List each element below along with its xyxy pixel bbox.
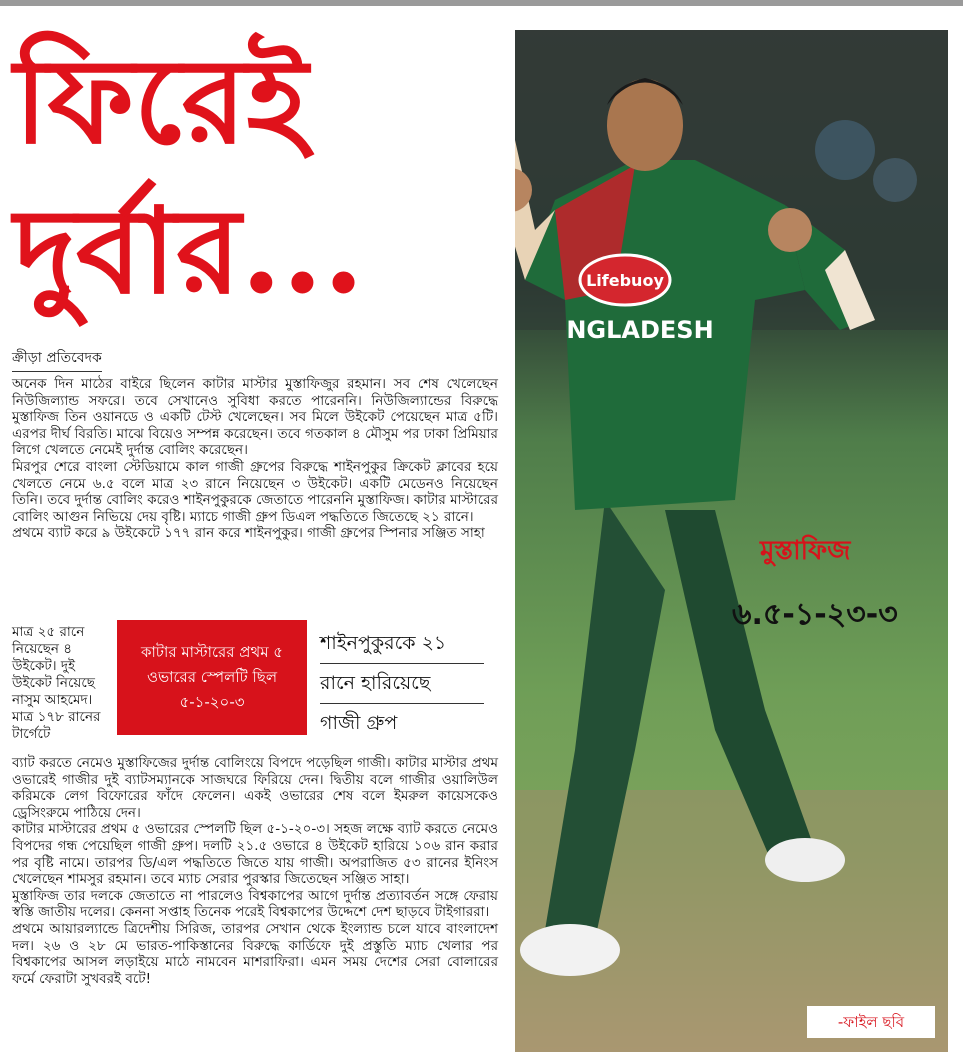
side-headline [320,624,484,743]
player-photo [515,30,948,1052]
headline-line-1: ফিরেই [14,31,308,170]
byline: ক্রীড়া প্রতিবেদক [12,346,102,372]
article-body-top [12,376,498,542]
photo-caption-name: মুস্তাফিজ [760,536,851,566]
body-paragraph: প্রথমে ব্যাট করে ৯ উইকেটে ১৭৭ রান করে শাইনপুকুর। গাজী গ্রুপের স্পিনার সঞ্জিত সাহা [12,525,485,542]
body-paragraph: মুস্তাফিজ তার দলকে জেতাতে না পারলেও বিশ্বকাপের আগে দুর্দান্ত প্রত্যাবর্তন সঙ্গে ফেরায় স্বস্তি জাতীয় দলের। কেননা সপ্তাহ তিনেক পরেই বিশ্বকাপের উদ্দেশে দেশ ছাড়বে টাইগাররা। [12,887,498,921]
wrap-text-column: মাত্র ২৫ রানে নিয়েছেন ৪ উইকেট। দুই উইকেট নিয়েছে নাসুম আহমেদ। মাত্র ১৭৮ রানের টার্গেটে [12,624,101,742]
pull-quote-text: কাটার মাস্টারের প্রথম ৫ ওভারের স্পেলটি ছিল ৫-১-২০-৩ [140,643,284,711]
photo-credit: -ফাইল ছবি [807,1006,935,1038]
body-paragraph: কাটার মাস্টারের প্রথম ৫ ওভারের স্পেলটি ছিল ৫-১-২০-৩। সহজ লক্ষে ব্যাট করতে নেমেও বিপদের গন্ধ পেয়েছিল গাজী গ্রুপ। দলটি ২১.৫ ওভারে ৪ উইকেট হারিয়ে ১০৬ রান করার পর বৃষ্টি নামে। তারপর ডি/এল পদ্ধতিতে জিতে যায় গাজী। অপরাজিত ৫৩ রানের ইনিংস খেলেছেন শামসুর রহমান। তবে ম্যাচ সেরার পুরস্কার জিতেছেন সঞ্জিত সাহা। [12,821,498,888]
photo-caption-figures: ৬.৫-১-২৩-৩ [732,597,898,632]
jersey-sponsor: Lifebuoy [586,271,664,290]
side-headline-line: গাজী গ্রুপ [320,712,398,734]
body-paragraph: মিরপুর শেরে বাংলা স্টেডিয়ামে কাল গাজী গ্রুপের বিরুদ্ধে শাইনপুকুর ক্রিকেট ক্লাবের হয়ে খেলতে নেমে ৬.৫ বলে মাত্র ২৩ রানে নিয়েছেন ৩ উইকেট। একটি মেডেনও নিয়েছেন তিনি। তবে দুর্দান্ত বোলিং করেও শাইনপুকুরকে জেতাতে পারেননি মুস্তাফিজ। কাটার মাস্টারের বোলিং আগুন নিভিয়ে দেয় বৃষ্টি। ম্যাচে গাজী গ্রুপ ডিএল পদ্ধতিতে জিতেছে ২১ রানে। [12,458,498,525]
side-headline-line: শাইনপুকুরকে ২১ [320,624,484,664]
article-body-bottom [12,755,498,987]
pull-quote-box [117,620,307,735]
player-illustration [515,30,948,1052]
headline-line-2: দুর্বার... [14,181,365,320]
body-paragraph: ব্যাট করতে নেমেও মুস্তাফিজের দুর্দান্ত বোলিংয়ে বিপদে পড়েছিল গাজী। কাটার মাস্টার প্রথম ওভারেই গাজীর দুই ব্যাটসম্যানকে সাজঘরে ফিরিয়ে দেন। দ্বিতীয় বলে গাজীর ওয়ালিউল করিমকে লেগ বিফোরের ফাঁদে ফেলেন। একই ওভারের শেষ বলে ইমরুল কায়েসকেও ড্রেসিংরুমে পাঠিয়ে দেন। [12,755,498,821]
side-headline-line: রানে হারিয়েছে [320,664,484,704]
body-paragraph: অনেক দিন মাঠের বাইরে ছিলেন কাটার মাস্টার মুস্তাফিজুর রহমান। সব শেষ খেলেছেন নিউজিল্যান্ড সফরে। তবে সেখানেও সুবিধা করতে পারেননি। নিউজিল্যান্ডের বিরুদ্ধে মুস্তাফিজ তিন ওয়ানডে ও একটি টেস্ট খেলেছেন। সব মিলে উইকেট পেয়েছেন মাত্র ৫টি। এরপর দীর্ঘ বিরতি। মাঝে বিয়েও সম্পন্ন করেছেন। তবে গতকাল ৪ মৌসুম পর ঢাকা প্রিমিয়ার লিগে খেলতে নেমেই দুর্দান্ত বোলিং করেছেন। [12,376,498,459]
jersey-text: NGLADESH [566,316,714,344]
top-rule [0,0,963,6]
headline [14,26,514,326]
body-paragraph: প্রথমে আয়ারল্যান্ডে ত্রিদেশীয় সিরিজ, তারপর সেখান থেকে ইংল্যান্ড চলে যাবে বাংলাদেশ দল। ২৬ ও ২৮ মে ভারত-পাকিস্তানের বিরুদ্ধে কার্ডিফে দুই প্রস্তুতি ম্যাচ খেলার পর বিশ্বকাপের আসল লড়াইয়ে মাঠে নামবেন মাশরাফিরা। এমন সময় দেশের সেরা বোলারের ফর্মে ফেরাটা সুখবরই বটে! [12,920,498,987]
